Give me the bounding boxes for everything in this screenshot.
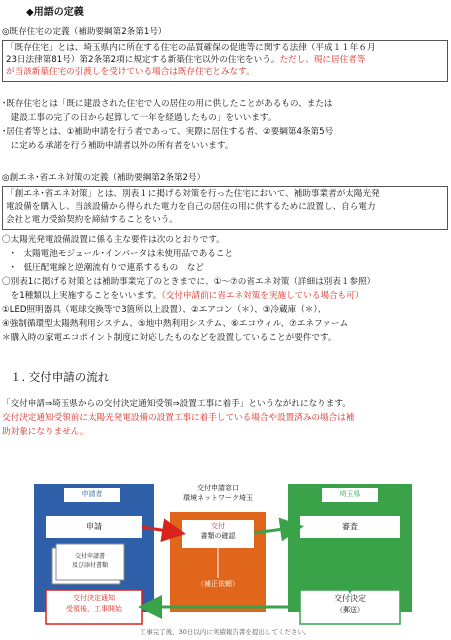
section-heading: ◆用語の定義 [26,7,84,18]
def1-note: ･居住者等とは、①補助申請を行う者であって、実際に居住する者、②要綱第4条第5号 [2,127,334,137]
decision-label: 交付決定 [334,594,366,603]
window-label: 環境ネットワーク埼玉 [183,494,253,502]
applicant-label: 申請者 [81,490,103,498]
def2-title: ◎創エネ･省エネ対策の定義（補助要綱第2条第2号） [2,173,206,183]
def1-line: 23日法律第81号）第2条第2項に規定する新築住宅以外の住宅をいう。ただし、現に居住者等 [6,55,366,65]
def2-note: ･ 低圧配電線と逆潮流有りで連系するもの など [2,263,204,273]
def1-note: 建設工事の完了の日から起算して一年を経過したもの」をいいます。 [2,113,277,123]
documents-label: 交付申請書 [74,553,105,560]
def1-note: ･既存住宅とは「既に建設された住宅で人の居住の用に供したことがあるもの、または [2,99,333,109]
flow-heading: １. 交付申請の流れ [10,370,110,384]
correction-label: （補正依頼） [197,580,239,588]
documents-label: 及び添付書類 [71,562,108,569]
def2-note: を1種類以上実施することをいいます。（交付申請前に省エネ対策を実施している場合も可） [2,291,364,301]
def2-note: 〇別表1に掲げる対策とは補助事業完了のときまでに、①～⑦の省エネ対策（詳細は別表１参照） [2,277,376,287]
review-label: 審査 [342,522,358,531]
def2-line: 「創エネ･省エネ対策」とは、別表１に掲げる対策を行った住宅において、補助事業者が太陽光発 [6,189,380,199]
def2-note: ･ 太陽電池モジュール･インバータは未使用品であること [2,249,234,259]
flow-warning: 交付決定通知受領前に太陽光発電設備の設置工事に着手している場合や設置済みの場合は補 [2,413,355,423]
def1-note: に定める承諾を行う補助申請者以外の所有者をいいます。 [2,141,234,151]
prefecture-label: 埼玉県 [339,490,361,498]
window-label: 交付申請窓口 [197,484,239,492]
def1-title: ◎既存住宅の定義（補助要綱第2条第1号） [2,27,167,37]
doc-check-label: 交付 [211,522,225,530]
notice-label: 交付決定通知 [73,594,115,602]
def2-line: 会社と電力受給契約を締結することをいう。 [6,215,178,225]
def2-note: ①LED照明器具（電球交換等で3箇所以上設置）、②エアコン（＊）、③冷蔵庫（＊）、 [2,305,327,315]
flow-footnote: 工事完了後、30日以内に実績報告書を提出してください。 [139,628,311,636]
def2-line: 電設備を購入し、当該設備から得られた電力を自己の居住の用に供するために設置し、自ら電力 [6,202,376,212]
notice-label: 受領後、工事開始 [66,605,122,613]
apply-label: 申請 [86,522,102,531]
def2-note: 〇太陽光発電設備設置に係る主な要件は次のとおりです。 [2,235,225,245]
flow-intro: 「交付申請⇒埼玉県からの交付決定通知受領⇒設置工事に着手」というながれになります。 [2,399,351,409]
def2-note: ④強制循環型太陽熱利用システム、⑤地中熱利用システム、⑥エコウィル、⑦エネファーム [2,319,349,329]
decision-label: （郵送） [336,606,364,614]
doc-check-label: 書類の確認 [200,532,236,540]
def2-note: ＊購入時の家電エコポイント制度に対応したものなどを設置していることが要件です。 [2,333,337,343]
def1-line: が当該新築住宅の引渡しを受けている場合は既存住宅とみなす。 [6,67,255,77]
def1-line: 「既存住宅」とは、埼玉県内に所在する住宅の品質確保の促進等に関する法律（平成１１年６月 [6,43,376,53]
flow-warning: 助対象になりません。 [2,427,89,437]
